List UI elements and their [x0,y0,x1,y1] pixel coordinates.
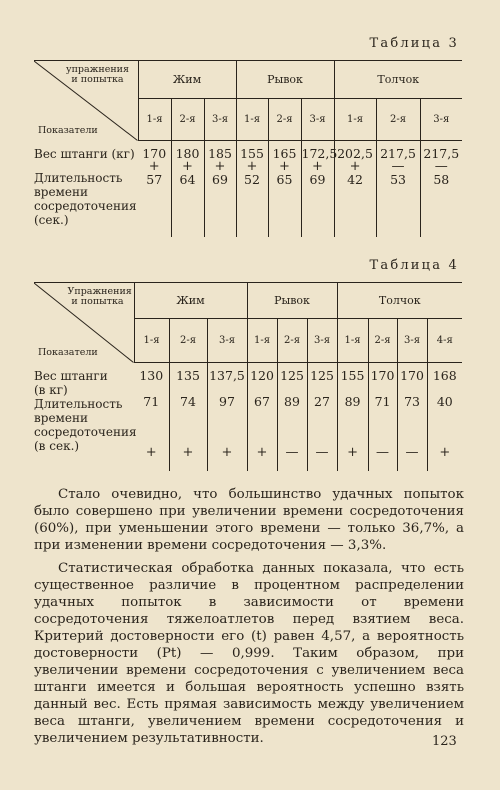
table4-corner-bottom: Показатели [38,346,98,358]
duration-value: 57 [146,172,163,187]
table3-cell [376,141,420,237]
page-number: 123 [432,734,457,749]
table3-cell [171,141,204,237]
weight-value: 168 [432,368,457,383]
result-mark: + [214,159,226,174]
weight-value: 125 [280,368,304,383]
table4-sub: 1-я [247,319,277,363]
table4-sub: 3-я [397,319,427,363]
duration-value: 65 [276,172,293,187]
table4-cell [134,363,169,471]
duration-value: 27 [314,394,330,409]
result-mark: + [182,159,193,174]
table4-cell [307,363,337,471]
result-mark: — [434,159,448,174]
table4-group-zhim: Жим [134,283,247,319]
table3-cell [268,141,301,237]
weight-value: 155 [340,368,365,383]
weight-value: 135 [176,368,200,383]
result-mark: — [315,445,329,460]
duration-value: 67 [254,394,270,409]
duration-value: 89 [344,394,361,409]
weight-value: 217,5 [423,146,460,161]
table4-data-row [34,363,462,471]
weight-value: 170 [400,368,424,383]
duration-value: 74 [180,394,196,409]
table4-sub: 4-я [427,319,462,363]
duration-value: 53 [390,172,406,187]
weight-value: 217,5 [380,146,416,161]
table3-row2-label: Длительность времени сосредоточения (сек.) [34,170,137,227]
duration-value: 40 [436,394,453,409]
weight-value: 125 [310,368,334,383]
table3-cell [204,141,236,237]
table3-sub: 2-я [268,99,301,141]
table3-sub: 3-я [420,99,462,141]
table3-sub: 1-я [334,99,376,141]
result-mark: — [391,159,405,174]
table4-corner-cell [34,283,134,363]
table4-sub: 2-я [169,319,207,363]
table3-sub: 1-я [236,99,268,141]
weight-value: 180 [175,146,200,161]
table3-corner-top: упражнения и попытка [65,64,130,85]
result-mark: + [182,445,194,460]
weight-value: 170 [370,368,395,383]
table3-sub: 3-я [204,99,236,141]
table3 [34,60,462,237]
duration-value: 71 [374,394,391,409]
table3-corner-bottom: Показатели [38,124,98,136]
table3-cell [236,141,268,237]
result-mark: + [439,445,451,460]
duration-value: 69 [212,172,228,187]
duration-value: 73 [404,394,420,409]
paragraph-1: Стало очевидно, что большинство удачных попыток было совершено при увеличении времени сосредоточения (60%), при уменьшении этого времени — только 36,7%, а при изменении времени сосредоточения — 3,3%. [34,487,464,553]
table4-cell [169,363,207,471]
table4-sub: 1-я [337,319,368,363]
table4-cell [427,363,462,471]
result-mark: + [148,159,160,174]
table3-cell [301,141,338,237]
weight-value: 172,5 [301,146,338,161]
result-mark: + [347,445,358,460]
table4-corner-top: Упражнения и попытка [67,286,132,307]
weight-value: 165 [272,146,297,161]
duration-value: 97 [219,394,235,409]
table3-group-ryvok: Рывок [236,61,334,99]
table3-cell [420,141,462,237]
weight-value: 202,5 [337,146,373,161]
duration-value: 52 [244,172,260,187]
table4-cell [397,363,427,471]
table3-group-tolchok: Толчок [334,61,462,99]
table4-sub: 1-я [134,319,169,363]
table4-cell [247,363,277,471]
table4-cell [277,363,307,471]
table3-cell [334,141,376,237]
table4-cell [337,363,368,471]
table3-sub: 2-я [171,99,204,141]
paragraph-2: Статистическая обработка данных показала, что есть существенное различие в процентном распределении удачных попыток в зависимости от времени сосредоточения тяжелоатлетов перед взятием веса. Критерий достоверности его (t) равен 4,57, а вероятность достоверности (Pt) — 0,999. Таким образом, при увеличении времени сосредоточения с увеличением веса штанги имеется и большая вероятность успешно взять данный вес. Есть прямая зависимость между увеличением веса штанги, увеличением времени сосредоточения и увеличением результативности. [34,561,464,746]
weight-value: 120 [250,368,274,383]
duration-value: 58 [433,172,450,187]
table3-row-labels [34,141,138,237]
weight-value: 170 [142,146,167,161]
table3-sub: 1-я [138,99,171,141]
result-mark: + [279,159,290,174]
table3-caption: Таблица 3 [369,36,459,51]
table4-group-ryvok: Рывок [247,283,337,319]
result-mark: — [376,445,390,460]
table4-cell [207,363,247,471]
duration-value: 69 [309,172,326,187]
weight-value: 137,5 [209,368,245,383]
table4-caption: Таблица 4 [369,258,459,273]
table3-data-row [34,141,462,237]
duration-value: 42 [347,172,363,187]
result-mark: + [349,159,361,174]
result-mark: + [246,159,258,174]
table3-group-zhim: Жим [138,61,236,99]
result-mark: + [221,445,233,460]
table3-corner-cell [34,61,138,141]
table4-row-labels [34,363,137,471]
table4-sub: 3-я [207,319,247,363]
weight-value: 185 [208,146,232,161]
table3-row1-label: Вес штанги (кг) [34,146,135,161]
result-mark: — [285,445,299,460]
table4-sub: 2-я [368,319,397,363]
table3-sub: 3-я [301,99,334,141]
table4-row1-label: Вес штанги (в кг) [34,368,108,397]
result-mark: — [405,445,419,460]
weight-value: 130 [139,368,164,383]
table3-sub: 2-я [376,99,420,141]
table3-cell [138,141,171,237]
table4-group-tolchok: Толчок [337,283,462,319]
result-mark: + [312,159,323,174]
duration-value: 89 [284,394,300,409]
table4 [34,282,462,471]
result-mark: + [256,445,268,460]
table4-cell [368,363,397,471]
duration-value: 64 [179,172,196,187]
table4-sub: 3-я [307,319,337,363]
result-mark: + [145,445,157,460]
table4-sub: 2-я [277,319,307,363]
duration-value: 71 [143,394,160,409]
table4-row2-label: Длительность времени сосредоточения (в сек.) [34,396,137,453]
weight-value: 155 [240,146,264,161]
